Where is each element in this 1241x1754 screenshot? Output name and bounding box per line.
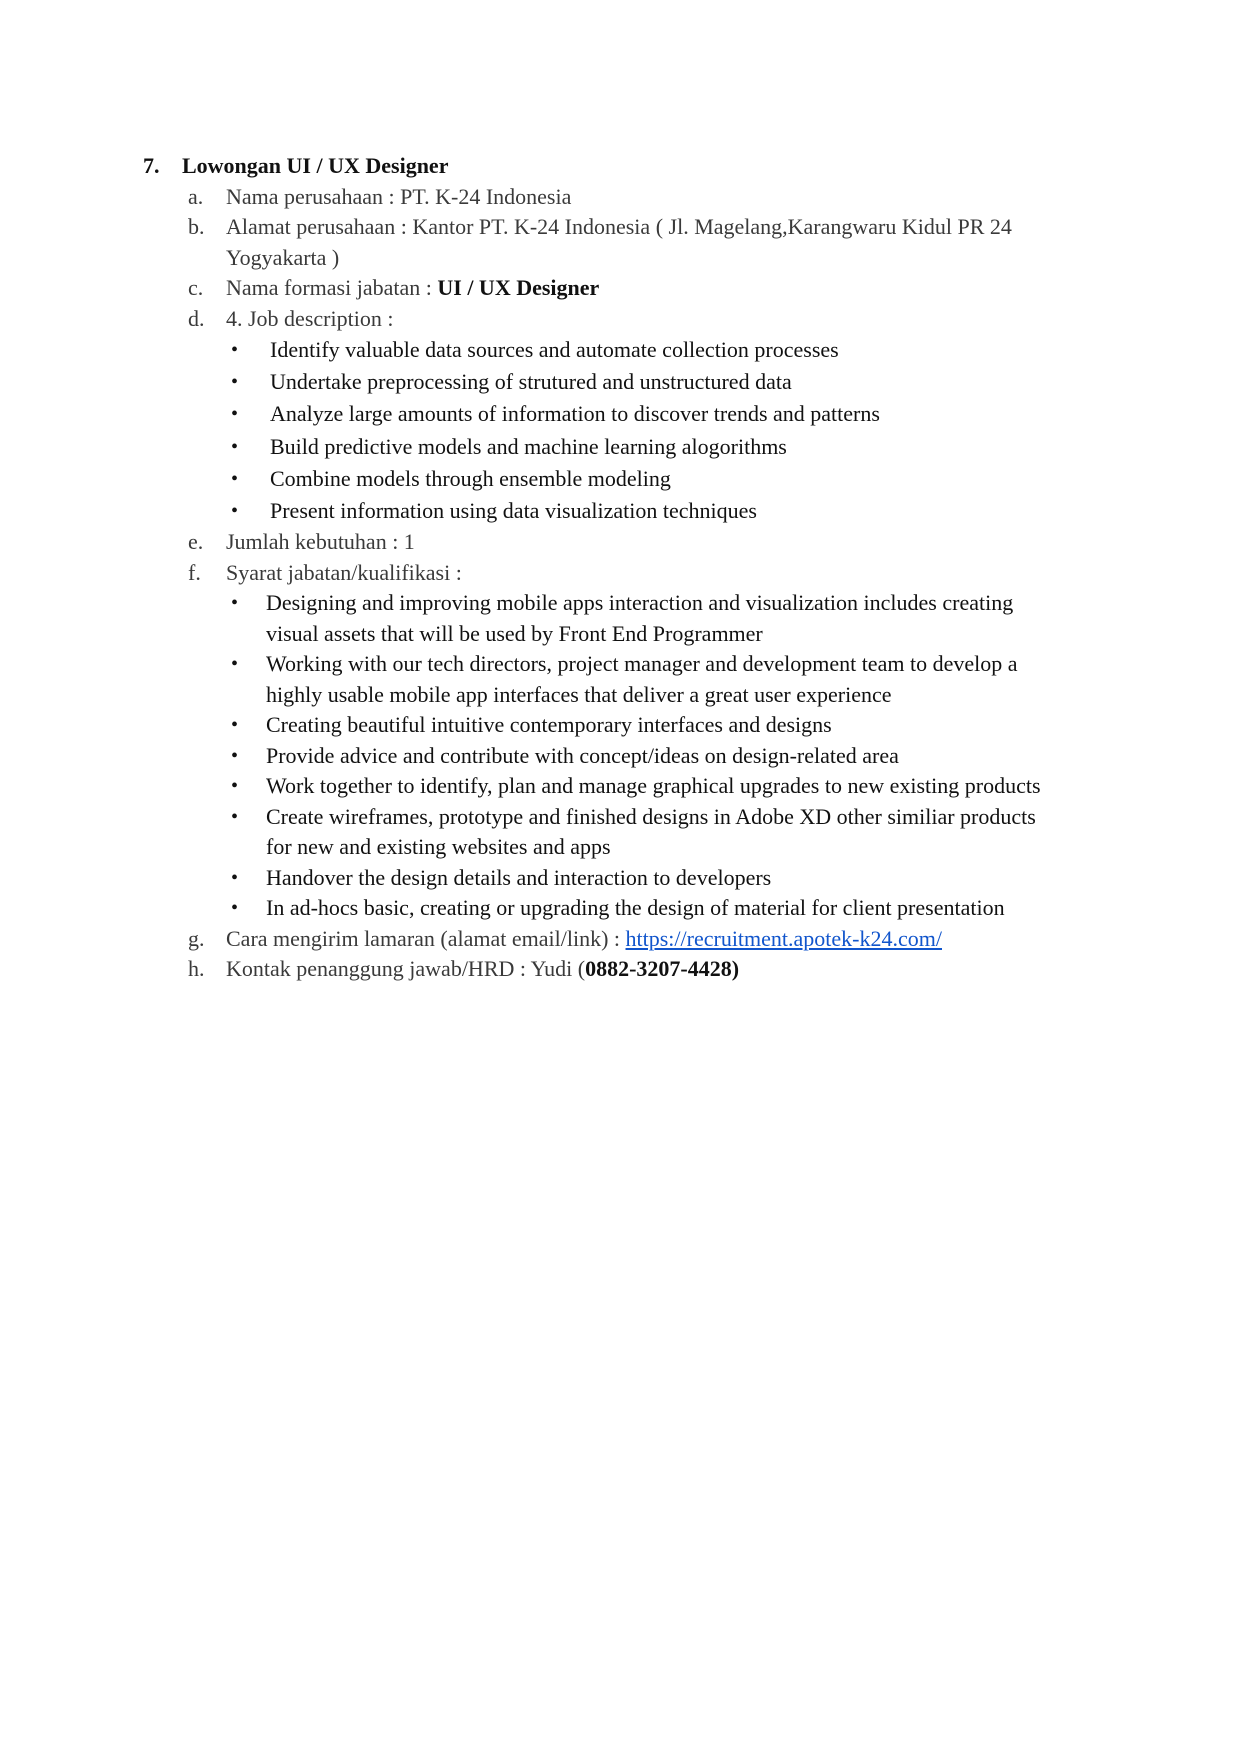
list-item: [0, 649, 1241, 680]
list-item-text: In ad-hocs basic, creating or upgrading the design of material for client presentation: [266, 895, 1005, 921]
bullet-icon: •: [231, 403, 239, 426]
bullet-icon: •: [231, 744, 239, 767]
item-text: Nama formasi jabatan :: [226, 275, 438, 300]
contact-phone: 0882-3207-4428): [585, 956, 740, 982]
list-item: [0, 710, 1241, 741]
recruitment-link[interactable]: https://recruitment.apotek-k24.com/: [625, 925, 942, 951]
list-item-text: Designing and improving mobile apps interaction and visualization includes creating: [266, 590, 1014, 616]
job-description-list: [0, 334, 1241, 527]
bullet-icon: •: [231, 592, 239, 615]
bullet-icon: •: [231, 805, 239, 828]
item-contact: [0, 954, 1241, 985]
list-item-text: Combine models through ensemble modeling: [270, 465, 671, 491]
list-item: [0, 771, 1241, 802]
list-item-text: Undertake preprocessing of strutured and unstructured data: [270, 369, 792, 395]
item-label: h.: [188, 956, 205, 982]
section-title: Lowongan UI / UX Designer: [182, 153, 449, 178]
item-label: e.: [188, 529, 204, 555]
item-application-link: [0, 924, 1241, 955]
list-item-text: Create wireframes, prototype and finished designs in Adobe XD other similiar products: [266, 803, 1036, 829]
item-company-address-cont: [0, 243, 1241, 274]
list-item-text: Working with our tech directors, project manager and development team to develop a: [266, 651, 1018, 677]
list-item: [0, 680, 1241, 711]
list-item-text: highly usable mobile app interfaces that deliver a great user experience: [266, 681, 892, 707]
item-headcount: [0, 527, 1241, 558]
bullet-icon: •: [231, 653, 239, 676]
item-label: c.: [188, 275, 204, 300]
list-item: [0, 588, 1241, 619]
qualifications-list: [0, 588, 1241, 924]
list-item: [0, 619, 1241, 650]
item-text: Jumlah kebutuhan : 1: [226, 529, 415, 555]
bullet-icon: •: [231, 435, 239, 458]
list-item-text: Work together to identify, plan and manage graphical upgrades to new existing products: [266, 773, 1041, 799]
item-text: 4. Job description :: [226, 305, 394, 331]
list-item-text: for new and existing websites and apps: [266, 834, 611, 860]
item-job-description: [0, 304, 1241, 335]
bullet-icon: •: [231, 467, 239, 490]
item-qualifications: [0, 558, 1241, 589]
list-item: [0, 893, 1241, 924]
section-number: 7.: [143, 153, 160, 178]
bullet-icon: •: [231, 866, 239, 889]
bullet-icon: •: [231, 499, 239, 522]
list-item: [0, 398, 1241, 430]
bullet-icon: •: [231, 775, 239, 798]
list-item: [0, 741, 1241, 772]
item-label: b.: [188, 214, 205, 239]
bullet-icon: •: [231, 897, 239, 920]
bullet-icon: •: [231, 714, 239, 737]
list-item: [0, 802, 1241, 833]
list-item: [0, 863, 1241, 894]
item-company-name: [0, 182, 1241, 213]
list-item-text: Handover the design details and interaction to developers: [266, 864, 772, 890]
list-item-text: Present information using data visualization techniques: [270, 497, 757, 523]
document-page: [0, 151, 1241, 985]
item-text: Kontak penanggung jawab/HRD : Yudi (: [226, 956, 586, 982]
item-text: Cara mengirim lamaran (alamat email/link) :: [226, 925, 626, 951]
list-item-text: visual assets that will be used by Front End Programmer: [266, 620, 763, 646]
bullet-icon: •: [231, 339, 239, 361]
list-item-text: Analyze large amounts of information to discover trends and patterns: [270, 401, 880, 427]
item-text: Syarat jabatan/kualifikasi :: [226, 559, 462, 585]
item-company-address: [0, 212, 1241, 243]
list-item: [0, 832, 1241, 863]
list-item: [0, 366, 1241, 398]
item-label: d.: [188, 305, 205, 331]
bullet-icon: •: [231, 371, 239, 394]
list-item-text: Build predictive models and machine learning alogorithms: [270, 433, 787, 459]
item-position-name: [0, 273, 1241, 304]
list-item-text: Provide advice and contribute with concept/ideas on design-related area: [266, 742, 899, 768]
item-label: g.: [188, 925, 205, 951]
item-text: Nama perusahaan : PT. K-24 Indonesia: [226, 183, 572, 209]
item-label: f.: [188, 559, 201, 585]
list-item: [0, 463, 1241, 495]
list-item-text: Identify valuable data sources and automate collection processes: [270, 337, 839, 362]
item-label: a.: [188, 183, 204, 209]
position-name: UI / UX Designer: [437, 275, 600, 300]
list-item: [0, 431, 1241, 463]
item-text: Alamat perusahaan : Kantor PT. K-24 Indonesia ( Jl. Magelang,Karangwaru Kidul PR 24: [226, 214, 1012, 239]
item-text: Yogyakarta ): [226, 244, 340, 270]
list-item: [0, 495, 1241, 527]
list-item: [0, 334, 1241, 366]
list-item-text: Creating beautiful intuitive contemporary interfaces and designs: [266, 712, 832, 738]
section-heading: [0, 151, 1241, 182]
